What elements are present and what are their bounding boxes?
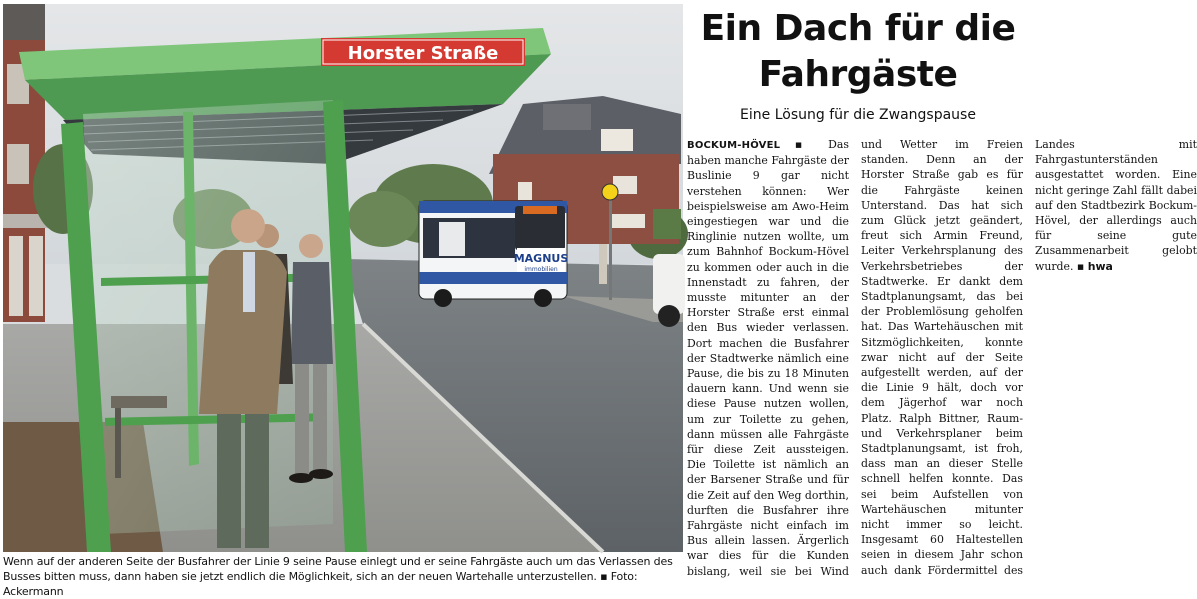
headline: [690, 6, 1026, 98]
headline-line-2: Fahrgäste: [758, 54, 958, 95]
dateline: BOCKUM-HÖVEL: [687, 140, 781, 151]
headline-line-1: Ein Dach für die: [700, 8, 1016, 49]
dateline-separator: ▪: [780, 138, 829, 151]
article-body: [687, 137, 1197, 587]
bus: [419, 201, 568, 307]
photo-caption: Wenn auf der anderen Seite der Busfahrer der Linie 9 seine Pause einlegt und er seine Fahrgäste auch um das Verlassen des Busses bitten muss, dann haben sie jetzt endlich die Möglichkeit, sich an der neuen Wartehalle unterzustellen. ▪ Foto: Ackermann: [3, 555, 673, 598]
subheadline: Eine Lösung für die Zwangspause: [740, 107, 976, 123]
author-separator: ▪: [1073, 259, 1088, 273]
bus-brand: MAGNUS: [513, 252, 569, 265]
author: hwa: [1087, 259, 1113, 273]
shelter-sign-text: Horster Straße: [347, 43, 499, 64]
photo-bus-shelter: [3, 4, 683, 552]
article-text: Das haben manche Fahrgäste der Buslinie 9 gar nicht verstehen können: Wer beispielsweise am Awo-Heim eingestiegen war und die Ringlinie nutzen wollte, um zum Bahnhof Bockum-Hövel zu kommen oder auch in die Innenstadt zu fahren, der musste mitunter an der Horster Straße erst einmal den Bus wieder verlassen. Dort machen die Busfahrer der Stadtwerke nämlich eine Pause, die bis zu 18 Minuten dauern kann. Und wenn sie diese Pause nutzen wollen, um zur Toilette zu gehen, dann müssen alle Fahrgäste für diese Zeit aussteigen. Die Toilette ist nämlich an der Barsener Straße und für die Zeit auf den Weg dorthin, durften die Busfahrer ihre Fahrgäste nicht einfach im Bus allein lassen. Ärgerlich war dies für die Kunden bislang, weil sie bei Wind und Wetter im Freien standen. Denn an der Horster Straße gab es für die Fahrgäste keinen Unterstand. Das hat sich zum Glück jetzt geändert, freut sich Armin Freund, Leiter Verkehrsplanung des Verkehrsbetriebes der Stadtwerke. Er dankt dem Stadtplanungsamt, das bei der Problemlösung geholfen hat. Das Wartehäuschen mit Sitzmöglichkeiten, konnte zwar nicht auf der Seite aufgestellt werden, auf der die Linie 9 hält, doch vor dem Jägerhof war noch Platz. Ralph Bittner, Raum- und Verkehrsplaner beim Stadtplanungsamt, ist froh, dass man an dieser Stelle schnell helfen konnte. Das sei beim Aufstellen von Wartehäuschen mitunter nicht immer so leicht. Insgesamt 60 Haltestellen seien in diesem Jahr schon auch dank Fördermittel des Landes mit Fahrgastunterständen ausgestattet worden. Eine nicht geringe Zahl fällt dabei auf den Stadtbezirk Bockum-Hövel, der allerdings auch für seine gute Zusammenarbeit gelobt wurde.: [687, 138, 1197, 578]
bus-brand-sub: immobilien: [524, 266, 558, 273]
article-body-columns: [687, 137, 1197, 587]
